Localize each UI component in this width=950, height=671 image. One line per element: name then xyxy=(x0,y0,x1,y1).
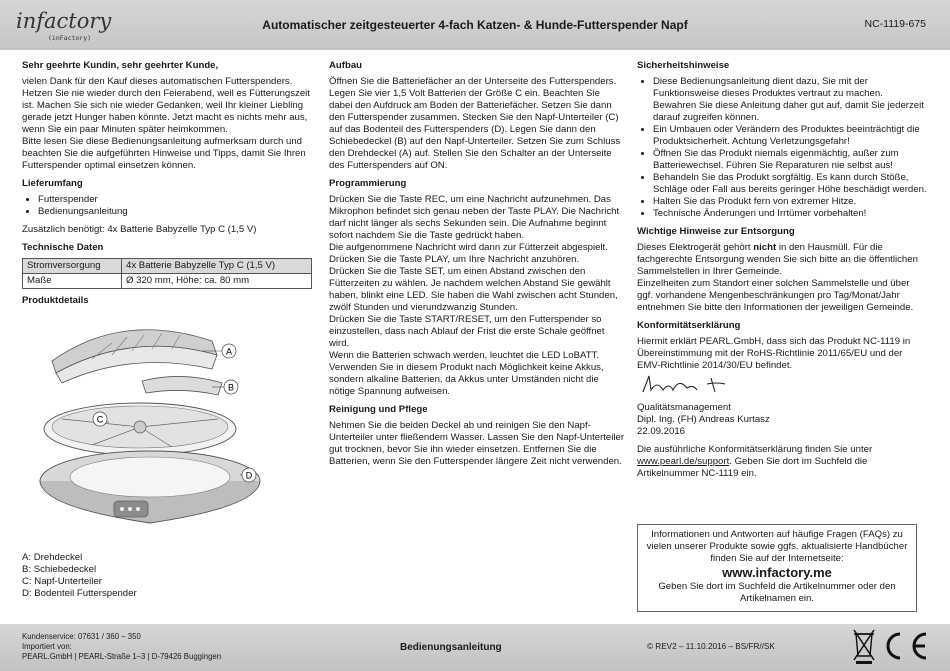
base-unit-drawing xyxy=(40,451,260,523)
svg-text:(inFactory): (inFactory) xyxy=(48,34,92,42)
tech-value: 4x Batterie Babyzelle Typ C (1,5 V) xyxy=(122,259,312,274)
programmierung-heading: Programmierung xyxy=(329,178,407,189)
column-middle xyxy=(329,55,625,474)
conformity-heading: Konformitätserklärung xyxy=(637,320,741,331)
declaration-text: Die ausführliche Konformitätserklärung finden Sie unter www.pearl.de/support. Geben Sie dort im Suchfeld die Artikelnummer NC-1119 ein. xyxy=(637,444,873,479)
prog-text-4: Drücken Sie die Taste START/RESET, um den Futterspender so einzustellen, dass nach Ablauf der Frist die erste Schale geöffnet wird. xyxy=(329,314,605,349)
signature-date: 22.09.2016 xyxy=(637,426,686,437)
legend-item: B: Schiebedeckel xyxy=(22,564,97,575)
legend-item: D: Bodenteil Futterspender xyxy=(22,588,137,599)
prog-text-5: Wenn die Batterien schwach werden, leuchtet die LED LoBATT. Verwenden Sie in diesem Produkt nach Möglichkeit keine Akkus, sondern alkaline Batterien, da Akkus unter Umständen nicht die nötige Spannung aufweisen. xyxy=(329,350,604,397)
disposal-text-2: Einzelheiten zum Standort einer solchen Sammelstelle und über ggf. vorhandene Mengenbeschränkungen pro Tag/Monat/Jahr entnehmen Sie bitte den Informationen der jeweiligen Gemeinde. xyxy=(637,278,914,313)
svg-text:D: D xyxy=(245,470,253,481)
disposal-text: Dieses Elektrogerät gehört nicht in den Hausmüll. Für die fachgerechte Entsorgung wenden Sie sich bitte an die öffentlichen Sammelstellen in Ihrer Gemeinde. xyxy=(637,242,918,277)
legend-item: A: Drehdeckel xyxy=(22,552,83,563)
list-item: • Öffnen Sie das Produkt niemals eigenmächtig, außer zum Batteriewechsel. Führen Sie Reparaturen nie selbst aus! xyxy=(653,148,927,172)
faq-url-link[interactable]: www.infactory.me xyxy=(722,565,832,580)
faq-text: Informationen und Antworten auf häufige Fragen (FAQs) zu vielen unserer Produkte sowie ggfs. aktualisierte Handbücher finden Sie auf der Internetseite: xyxy=(646,529,908,564)
greeting: Sehr geehrte Kundin, sehr geehrter Kunde, xyxy=(22,60,219,71)
list-item: • Diese Bedienungsanleitung dient dazu, Sie mit der Funktionsweise dieses Produktes vertraut zu machen. Bewahren Sie diese Anleitung daher gut auf, damit Sie jederzeit darauf zugreifen können. xyxy=(653,76,927,124)
aufbau-text: Öffnen Sie die Batteriefächer an der Unterseite des Futterspenders. Legen Sie vier 1,5 Volt Batterien der Größe C ein. Beachten Sie dabei den Aufdruck am Boden der Batteriefächer. Setzen Sie dann den Futterspender zusammen. Stecken Sie den Napf-Unterteiler (C) auf das Bodenteil des Futterspenders (D). Legen Sie dann den Schiebedeckel (B) auf den Napf-Unterteiler. Setzen Sie zum Schluss den Drehdeckel (A) auf. Stellen Sie den Schalter an der Unterseite des Futterspenders auf ON. xyxy=(329,76,621,171)
infactory-logo xyxy=(12,6,120,46)
safety-heading: Sicherheitshinweise xyxy=(637,60,730,71)
footer-contact xyxy=(22,632,221,661)
product-exploded-drawing xyxy=(22,311,312,539)
list-item: • Halten Sie das Produkt fern von extremer Hitze. xyxy=(653,196,927,208)
list-item: • Bedienungsanleitung xyxy=(38,206,322,218)
intro-text-2: Bitte lesen Sie diese Bedienungsanleitung aufmerksam durch und beachten Sie die aufgeführten Hinweise und Tipps, damit Sie Ihren Futterspender optimal einsetzen können. xyxy=(22,136,306,171)
tech-label: Stromversorgung xyxy=(23,259,122,274)
table-row xyxy=(23,259,312,274)
parts-legend xyxy=(22,552,137,600)
reinigung-heading: Reinigung und Pflege xyxy=(329,404,428,415)
table-row xyxy=(23,274,312,289)
intro-text: vielen Dank für den Kauf dieses automatischen Futterspenders. Hetzen Sie nie wieder durch den Feierabend, weil es Fütterungszeit ist. Machen Sie sich nie wieder Gedanken, weil Ihr kleiner Liebling gerade jetzt Hunger haben könnte. Jetzt macht es nichts mehr aus, wenn Sie ein paar Minuten später heimkommen. xyxy=(22,76,310,135)
signature-image xyxy=(637,372,757,398)
tech-table xyxy=(22,258,312,289)
tech-heading: Technische Daten xyxy=(22,242,104,253)
conformity-text: Hiermit erklärt PEARL.GmbH, dass sich das Produkt NC-1119 in Übereinstimmung mit der RoHS-Richtlinie 2011/65/EU und der EMV-Richtlinie 2014/30/EU befindet. xyxy=(637,336,911,371)
support-link[interactable]: www.pearl.de/support xyxy=(637,456,730,467)
disposal-heading: Wichtige Hinweise zur Entsorgung xyxy=(637,226,795,237)
prog-text-3: Drücken Sie die Taste SET, um einen Abstand zwischen den Fütterzeiten zu wählen. Je nachdem welchen Abstand Sie gewählt haben, blinkt eine LED. Sie haben die Wahl zwischen acht Stunden, zwölf Stunden und vierundzwanzig Stunden. xyxy=(329,266,618,313)
list-item: • Ein Umbauen oder Verändern des Produktes beeinträchtigt die Produktsicherheit. Achtung Verletzungsgefahr! xyxy=(653,124,927,148)
produkt-heading: Produktdetails xyxy=(22,295,89,306)
importer-label: Importiert von: xyxy=(22,641,72,651)
faq-box xyxy=(637,524,917,612)
aufbau-heading: Aufbau xyxy=(329,60,363,71)
rotating-lid-drawing xyxy=(52,330,217,383)
bowl-divider-drawing xyxy=(44,403,236,455)
customer-service: Kundenservice: 07631 / 360 – 350 xyxy=(22,632,141,641)
tech-label: Maße xyxy=(23,274,122,289)
footer-title: Bedienungsanleitung xyxy=(400,642,502,653)
prog-text-1: Drücken Sie die Taste REC, um eine Nachricht aufzunehmen. Das Mikrophon befindet sich genau neben der Taste PLAY. Die Nachricht darf nicht länger als sechs Sekunden sein. Die Aufnahme beginnt sofort nachdem Sie die Taste gedrückt haben. xyxy=(329,194,620,241)
weee-bin-icon xyxy=(854,630,874,664)
sliding-lid-drawing xyxy=(142,376,222,395)
safety-list xyxy=(637,76,927,220)
prog-text-2: Die aufgenommene Nachricht wird dann zur Fütterzeit abgespielt. Drücken Sie die Taste PLAY, um Ihre Nachricht anzuhören. xyxy=(329,242,608,265)
signature-name: Dipl. Ing. (FH) Andreas Kurtasz xyxy=(637,414,770,425)
importer-address: PEARL.GmbH | PEARL-Straße 1–3 | D-79426 Buggingen xyxy=(22,651,222,661)
header-bar xyxy=(0,0,950,50)
column-left xyxy=(22,55,322,543)
ce-mark-icon xyxy=(888,634,926,658)
document-number: NC-1119-675 xyxy=(864,18,926,30)
revision-info: © REV2 – 11.10.2016 – BS/FR//SK xyxy=(647,642,775,651)
svg-text:C: C xyxy=(96,414,104,425)
svg-text:A: A xyxy=(225,346,233,357)
legend-item: C: Napf-Unterteiler xyxy=(22,576,102,587)
footer-bar xyxy=(0,624,950,671)
faq-text-2: Geben Sie dort im Suchfeld die Artikelnummer oder den Artikelnamen ein. xyxy=(658,581,896,604)
extra-requirement: Zusätzlich benötigt: 4x Batterie Babyzelle Typ C (1,5 V) xyxy=(22,224,257,235)
column-right xyxy=(637,55,927,486)
list-item: • Futterspender xyxy=(38,194,322,206)
list-item: • Technische Änderungen und Irrtümer vorbehalten! xyxy=(653,208,927,220)
lieferumfang-list xyxy=(22,194,322,218)
lieferumfang-heading: Lieferumfang xyxy=(22,178,83,189)
signature-role: Qualitätsmanagement xyxy=(637,402,731,413)
certification-marks xyxy=(852,626,932,666)
svg-text:infactory: infactory xyxy=(16,9,112,33)
tech-value: Ø 320 mm, Höhe: ca. 80 mm xyxy=(122,274,312,289)
svg-text:B: B xyxy=(227,382,235,393)
list-item: • Behandeln Sie das Produkt sorgfältig. Es kann durch Stöße, Schläge oder Fall aus bereits geringer Höhe beschädigt werden. xyxy=(653,172,927,196)
reinigung-text: Nehmen Sie die beiden Deckel ab und reinigen Sie den Napf-Unterteiler unter fließendem Wasser. Lassen Sie den Napf-Unterteiler gut trocknen, bevor Sie ihn wieder einsetzen. Entfernen Sie die Batterien, wenn Sie den Futterspender längere Zeit nicht verwenden. xyxy=(329,420,625,467)
document-title: Automatischer zeitgesteuerter 4-fach Katzen- & Hunde-Futterspender Napf xyxy=(262,18,688,32)
